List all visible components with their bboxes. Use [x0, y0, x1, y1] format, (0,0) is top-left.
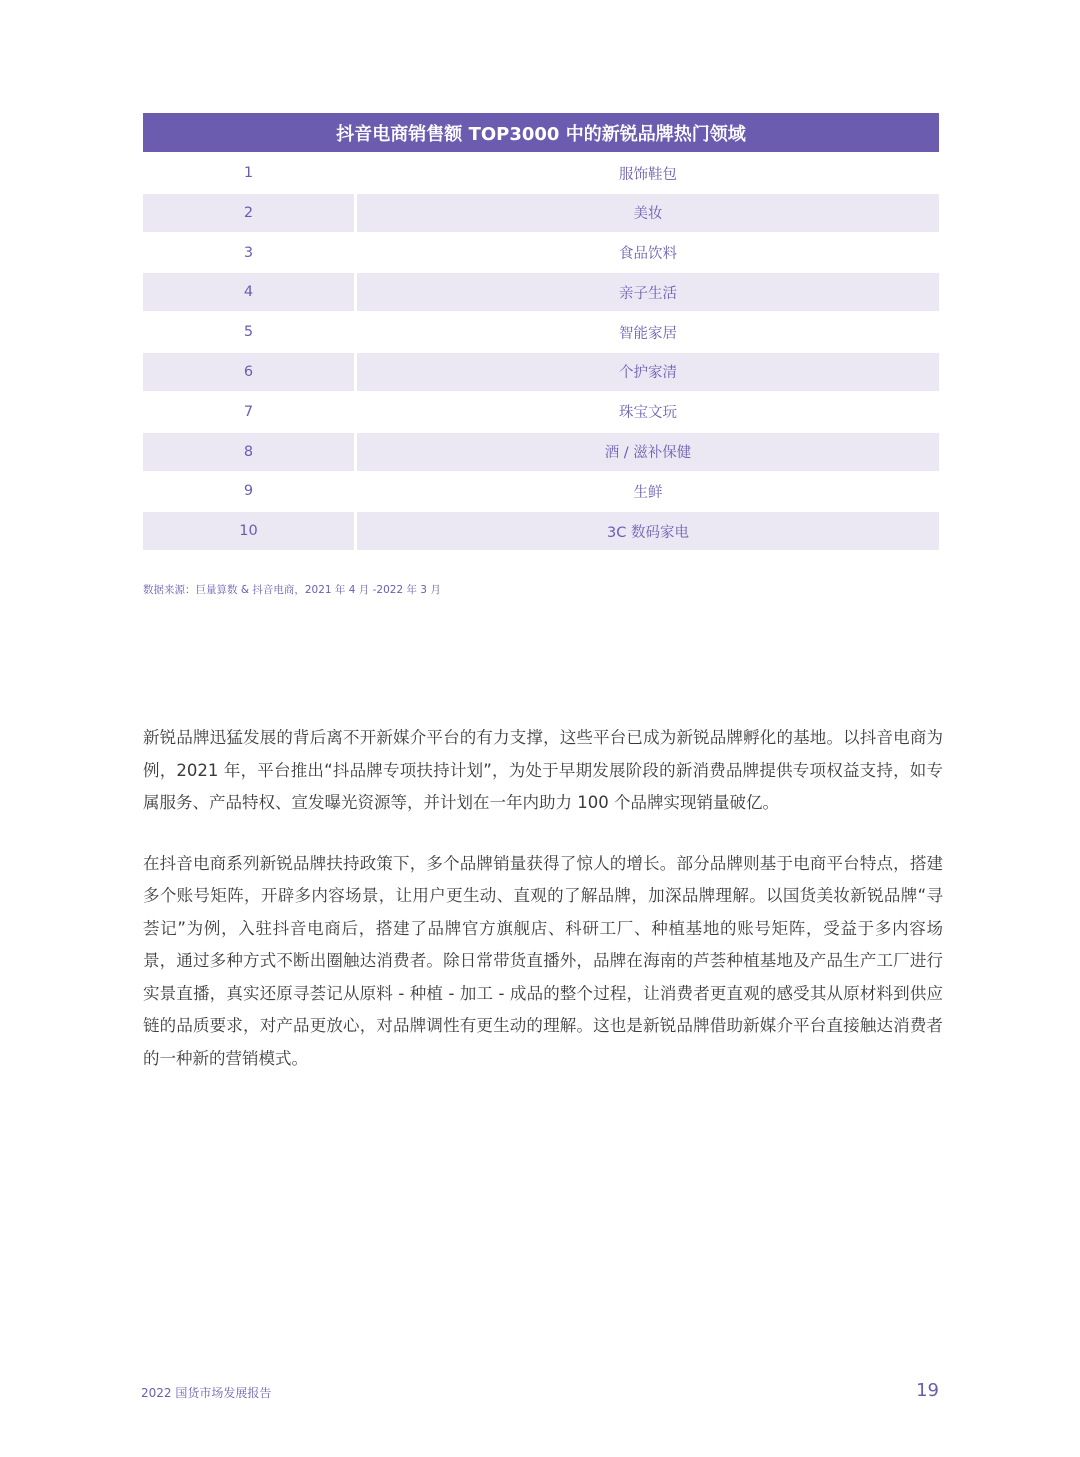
- table-row: [143, 433, 939, 471]
- rank-cell: 6: [143, 353, 354, 391]
- field-cell: 亲子生活: [357, 273, 939, 311]
- field-cell: 酒 / 滋补保健: [357, 433, 939, 471]
- table-row: [143, 512, 939, 550]
- rank-cell: 2: [143, 194, 354, 232]
- table-body: [143, 154, 939, 550]
- rank-cell: 3: [243, 244, 254, 261]
- paragraph: 新锐品牌迅猛发展的背后离不开新媒介平台的有力支撑，这些平台已成为新锐品牌孵化的基地。以抖音电商为例，2021 年，平台推出“抖品牌专项扶持计划”，为处于早期发展阶段的新消费品牌提供专项权益支持，如专属服务、产品特权、宣发曝光资源等，并计划在一年内助力 100 个品牌实现销量破亿。: [143, 728, 943, 812]
- field-cell: 珠宝文玩: [619, 405, 677, 422]
- rank-cell: 10: [143, 512, 354, 550]
- body-text: [143, 722, 943, 1103]
- field-cell: 智能家居: [619, 325, 677, 342]
- table-row: [143, 472, 939, 510]
- table-row: [143, 313, 939, 351]
- field-cell: 服饰鞋包: [619, 166, 677, 183]
- footer-report-title: 2022 国货市场发展报告: [141, 1386, 272, 1400]
- ranking-table: [143, 113, 939, 552]
- table-title: 抖音电商销售额 TOP3000 中的新锐品牌热门领域: [143, 113, 939, 152]
- table-row: [143, 234, 939, 272]
- page-number: 19: [916, 1380, 939, 1401]
- rank-cell: 7: [243, 403, 254, 420]
- table-row: [143, 154, 939, 192]
- table-row: [143, 353, 939, 391]
- rank-cell: 1: [243, 165, 254, 181]
- data-source-note: 数据来源：巨量算数 & 抖音电商，2021 年 4 月 -2022 年 3 月: [143, 584, 441, 596]
- table-row: [143, 393, 939, 431]
- field-cell: 3C 数码家电: [357, 512, 939, 550]
- rank-cell: 9: [243, 483, 254, 500]
- table-row: [143, 273, 939, 311]
- field-cell: 美妆: [357, 194, 939, 232]
- table-row: [143, 194, 939, 232]
- rank-cell: 4: [143, 273, 354, 311]
- field-cell: 食品饮料: [619, 246, 677, 263]
- field-cell: 生鲜: [633, 484, 663, 501]
- rank-cell: 8: [143, 433, 354, 471]
- paragraph: 在抖音电商系列新锐品牌扶持政策下，多个品牌销量获得了惊人的增长。部分品牌则基于电商平台特点，搭建多个账号矩阵，开辟多内容场景，让用户更生动、直观的了解品牌，加深品牌理解。以国货美妆新锐品牌“寻荟记”为例，入驻抖音电商后，搭建了品牌官方旗舰店、科研工厂、种植基地的账号矩阵，受益于多内容场景，通过多种方式不断出圈触达消费者。除日常带货直播外，品牌在海南的芦荟种植基地及产品生产工厂进行实景直播，真实还原寻荟记从原料 - 种植 - 加工 - 成品的整个过程，让消费者更直观的感受其从原材料到供应链的品质要求，对产品更放心，对品牌调性有更生动的理解。这也是新锐品牌借助新媒介平台直接触达消费者的一种新的营销模式。: [143, 853, 943, 1068]
- rank-cell: 5: [243, 324, 254, 341]
- field-cell: 个护家清: [357, 353, 939, 391]
